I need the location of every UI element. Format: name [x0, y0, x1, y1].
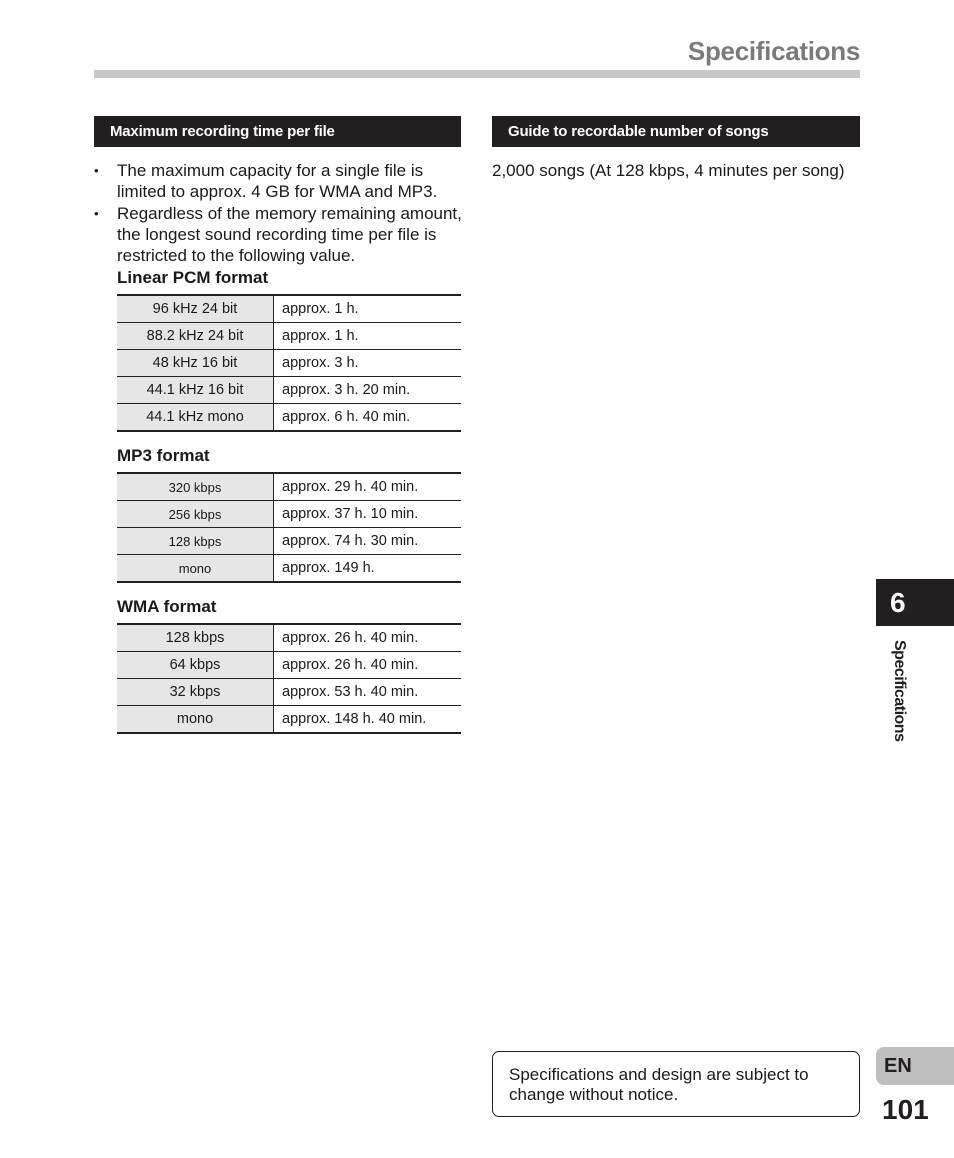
table-value: approx. 148 h. 40 min. — [274, 706, 462, 734]
bullet-item — [94, 203, 464, 266]
table-row — [117, 501, 461, 528]
table-value: approx. 1 h. — [274, 323, 462, 350]
table-value: approx. 6 h. 40 min. — [274, 404, 462, 432]
table-value: approx. 1 h. — [282, 301, 359, 317]
table-value: approx. 26 h. 40 min. — [282, 630, 419, 646]
page-number: 101 — [882, 1094, 929, 1125]
section-heading-max-recording-time: Maximum recording time per file — [94, 116, 461, 147]
table-value: approx. 3 h. 20 min. — [274, 377, 462, 404]
left-column — [94, 160, 464, 734]
table-value: approx. 74 h. 30 min. — [274, 528, 462, 555]
table-key: 128 kbps — [117, 624, 274, 652]
table-value: approx. 37 h. 10 min. — [274, 501, 462, 528]
table-row — [117, 473, 461, 501]
table-row — [117, 679, 461, 706]
table-row — [117, 323, 461, 350]
table-row — [117, 706, 461, 734]
table-key: 128 kbps — [117, 528, 274, 555]
bullet-item — [94, 160, 464, 202]
table-key: 44.1 kHz 16 bit — [117, 377, 274, 404]
table-value: approx. 53 h. 40 min. — [274, 679, 462, 706]
linear-pcm-table — [117, 294, 461, 432]
table-key: 88.2 kHz 24 bit — [117, 323, 274, 350]
table-row — [117, 377, 461, 404]
chapter-label: Specifications — [891, 640, 908, 742]
table-key: 96 kHz 24 bit — [117, 295, 274, 323]
table-row — [117, 295, 461, 323]
wma-title: WMA format — [117, 597, 217, 616]
bullet-list — [94, 160, 464, 266]
table-value: approx. 29 h. 40 min. — [282, 479, 419, 495]
table-row — [117, 652, 461, 679]
mp3-title: MP3 format — [117, 446, 210, 465]
chapter-tab: 6 — [876, 579, 954, 626]
page-title: Specifications — [687, 36, 860, 66]
table-row — [117, 555, 461, 583]
table-row — [117, 350, 461, 377]
linear-pcm-title: Linear PCM format — [117, 268, 269, 287]
recordable-songs-text: 2,000 songs (At 128 kbps, 4 minutes per song) — [492, 161, 845, 180]
table-key: 32 kbps — [117, 679, 274, 706]
bullet-dot: • — [94, 163, 99, 178]
table-row — [117, 624, 461, 652]
table-key: mono — [117, 706, 274, 734]
table-key: 48 kHz 16 bit — [117, 350, 274, 377]
table-key: 256 kbps — [117, 501, 274, 528]
table-row — [117, 528, 461, 555]
bullet-text: Regardless of the memory remaining amount, the longest sound recording time per file is restricted to the following value. — [117, 204, 462, 265]
table-key: mono — [117, 555, 274, 583]
table-value: approx. 3 h. — [274, 350, 462, 377]
notice-box: Specifications and design are subject to change without notice. — [492, 1051, 860, 1117]
table-value: approx. 149 h. — [274, 555, 462, 583]
section-heading-recordable-songs: Guide to recordable number of songs — [492, 116, 860, 147]
table-key: 64 kbps — [117, 652, 274, 679]
table-value: approx. 26 h. 40 min. — [274, 652, 462, 679]
title-rule — [94, 70, 860, 78]
mp3-table — [117, 472, 461, 583]
language-tab: EN — [876, 1047, 954, 1085]
bullet-text: The maximum capacity for a single file is limited to approx. 4 GB for WMA and MP3. — [117, 161, 438, 201]
table-row — [117, 404, 461, 432]
table-key: 44.1 kHz mono — [117, 404, 274, 432]
bullet-dot: • — [94, 206, 99, 221]
wma-table — [117, 623, 461, 734]
table-key: 320 kbps — [117, 473, 274, 501]
